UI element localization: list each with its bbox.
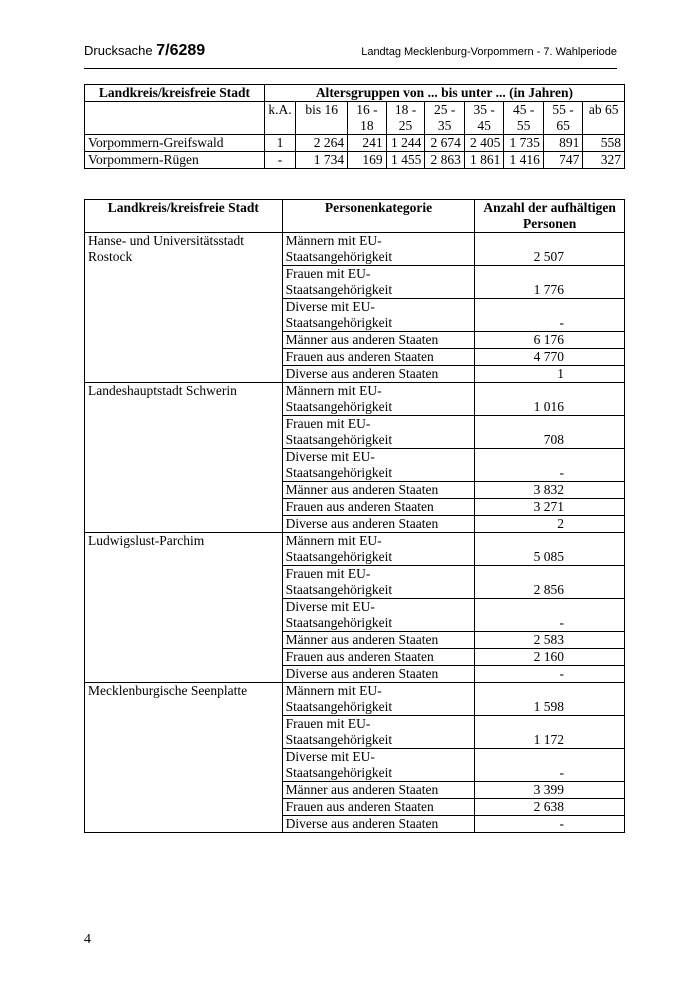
count-cell: 5 085 bbox=[475, 533, 625, 566]
category-cell: Männer aus anderen Staaten bbox=[282, 482, 475, 499]
category-cell: Diverse aus anderen Staaten bbox=[282, 666, 475, 683]
category-cell: Diverse mit EU-Staatsangehörigkeit bbox=[282, 299, 475, 332]
header-rule bbox=[84, 68, 617, 69]
empty-cell bbox=[85, 102, 265, 135]
value-cell: 2 405 bbox=[464, 135, 503, 152]
value-cell: 558 bbox=[583, 135, 625, 152]
count-cell: 6 176 bbox=[475, 332, 625, 349]
count-cell: 708 bbox=[475, 416, 625, 449]
value-cell: 747 bbox=[543, 152, 582, 169]
page-header bbox=[84, 40, 617, 62]
category-cell: Frauen aus anderen Staaten bbox=[282, 799, 475, 816]
age-subheader-row bbox=[85, 102, 625, 135]
age-col-header: 55 - 65 bbox=[543, 102, 582, 135]
age-col-district-header: Landkreis/kreisfreie Stadt bbox=[85, 85, 265, 102]
category-cell: Frauen mit EU-Staatsangehörigkeit bbox=[282, 716, 475, 749]
category-cell: Männer aus anderen Staaten bbox=[282, 632, 475, 649]
table-row bbox=[85, 233, 625, 266]
category-cell: Diverse mit EU-Staatsangehörigkeit bbox=[282, 599, 475, 632]
count-cell: 1 776 bbox=[475, 266, 625, 299]
person-category-table bbox=[84, 199, 625, 833]
category-table-header-row bbox=[85, 200, 625, 233]
district-cell: Mecklenburgische Seenplatte bbox=[85, 683, 283, 833]
count-cell: - bbox=[475, 666, 625, 683]
count-cell: 1 016 bbox=[475, 383, 625, 416]
parliament-label: Landtag Mecklenburg-Vorpommern - 7. Wahlperiode bbox=[361, 46, 617, 58]
category-cell: Diverse aus anderen Staaten bbox=[282, 366, 475, 383]
age-col-header: k.A. bbox=[264, 102, 295, 135]
district-cell: Vorpommern-Greifswald bbox=[85, 135, 265, 152]
category-cell: Männern mit EU-Staatsangehörigkeit bbox=[282, 683, 475, 716]
value-cell: 1 861 bbox=[464, 152, 503, 169]
count-cell: 2 507 bbox=[475, 233, 625, 266]
count-cell: 1 172 bbox=[475, 716, 625, 749]
age-col-header: bis 16 bbox=[296, 102, 348, 135]
value-cell: 241 bbox=[348, 135, 386, 152]
category-cell: Diverse mit EU-Staatsangehörigkeit bbox=[282, 449, 475, 482]
category-cell: Diverse aus anderen Staaten bbox=[282, 816, 475, 833]
value-cell: 891 bbox=[543, 135, 582, 152]
value-cell: 169 bbox=[348, 152, 386, 169]
value-cell: 2 674 bbox=[425, 135, 464, 152]
district-cell: Landeshauptstadt Schwerin bbox=[85, 383, 283, 533]
district-cell: Hanse- und Universitätsstadt Rostock bbox=[85, 233, 283, 383]
count-cell: - bbox=[475, 449, 625, 482]
district-cell: Ludwigslust-Parchim bbox=[85, 533, 283, 683]
count-cell: 2 856 bbox=[475, 566, 625, 599]
category-cell: Frauen mit EU-Staatsangehörigkeit bbox=[282, 266, 475, 299]
value-cell: 2 863 bbox=[425, 152, 464, 169]
age-col-header: 16 - 18 bbox=[348, 102, 386, 135]
district-cell: Vorpommern-Rügen bbox=[85, 152, 265, 169]
age-col-header: ab 65 bbox=[583, 102, 625, 135]
category-cell: Diverse aus anderen Staaten bbox=[282, 516, 475, 533]
category-cell: Männern mit EU-Staatsangehörigkeit bbox=[282, 383, 475, 416]
value-cell: 1 734 bbox=[296, 152, 348, 169]
value-cell: - bbox=[264, 152, 295, 169]
count-cell: 3 832 bbox=[475, 482, 625, 499]
age-col-header: 45 - 55 bbox=[504, 102, 543, 135]
table-row bbox=[85, 383, 625, 416]
age-groups-table bbox=[84, 84, 625, 169]
count-cell: 2 638 bbox=[475, 799, 625, 816]
count-cell: - bbox=[475, 749, 625, 782]
age-group-header: Altersgruppen von ... bis unter ... (in Jahren) bbox=[264, 85, 624, 102]
category-cell: Frauen aus anderen Staaten bbox=[282, 349, 475, 366]
count-cell: 1 bbox=[475, 366, 625, 383]
age-col-header: 18 - 25 bbox=[386, 102, 425, 135]
category-cell: Frauen mit EU-Staatsangehörigkeit bbox=[282, 566, 475, 599]
cat-col-category-header: Personenkategorie bbox=[282, 200, 475, 233]
document-number-value: 7/6289 bbox=[156, 42, 206, 59]
count-cell: 2 160 bbox=[475, 649, 625, 666]
category-cell: Frauen mit EU-Staatsangehörigkeit bbox=[282, 416, 475, 449]
category-cell: Frauen aus anderen Staaten bbox=[282, 499, 475, 516]
category-cell: Männer aus anderen Staaten bbox=[282, 782, 475, 799]
document-number bbox=[84, 42, 205, 60]
value-cell: 1 244 bbox=[386, 135, 425, 152]
table-row bbox=[85, 533, 625, 566]
value-cell: 1 455 bbox=[386, 152, 425, 169]
value-cell: 1 735 bbox=[504, 135, 543, 152]
category-cell: Diverse mit EU-Staatsangehörigkeit bbox=[282, 749, 475, 782]
count-cell: 3 399 bbox=[475, 782, 625, 799]
count-cell: 2 bbox=[475, 516, 625, 533]
value-cell: 1 416 bbox=[504, 152, 543, 169]
age-table-header-row bbox=[85, 85, 625, 102]
category-cell: Frauen aus anderen Staaten bbox=[282, 649, 475, 666]
cat-col-district-header: Landkreis/kreisfreie Stadt bbox=[85, 200, 283, 233]
count-cell: 3 271 bbox=[475, 499, 625, 516]
age-col-header: 25 - 35 bbox=[425, 102, 464, 135]
count-cell: 2 583 bbox=[475, 632, 625, 649]
count-cell: 1 598 bbox=[475, 683, 625, 716]
age-col-header: 35 - 45 bbox=[464, 102, 503, 135]
value-cell: 1 bbox=[264, 135, 295, 152]
count-cell: - bbox=[475, 816, 625, 833]
document-label: Drucksache bbox=[84, 43, 153, 58]
cat-col-count-header: Anzahl der aufhältigen Personen bbox=[475, 200, 625, 233]
table-row bbox=[85, 152, 625, 169]
count-cell: - bbox=[475, 299, 625, 332]
value-cell: 2 264 bbox=[296, 135, 348, 152]
count-cell: - bbox=[475, 599, 625, 632]
value-cell: 327 bbox=[583, 152, 625, 169]
category-cell: Männern mit EU-Staatsangehörigkeit bbox=[282, 533, 475, 566]
table-row bbox=[85, 135, 625, 152]
category-cell: Männern mit EU-Staatsangehörigkeit bbox=[282, 233, 475, 266]
table-row bbox=[85, 683, 625, 716]
category-cell: Männer aus anderen Staaten bbox=[282, 332, 475, 349]
count-cell: 4 770 bbox=[475, 349, 625, 366]
page-number: 4 bbox=[84, 932, 91, 947]
